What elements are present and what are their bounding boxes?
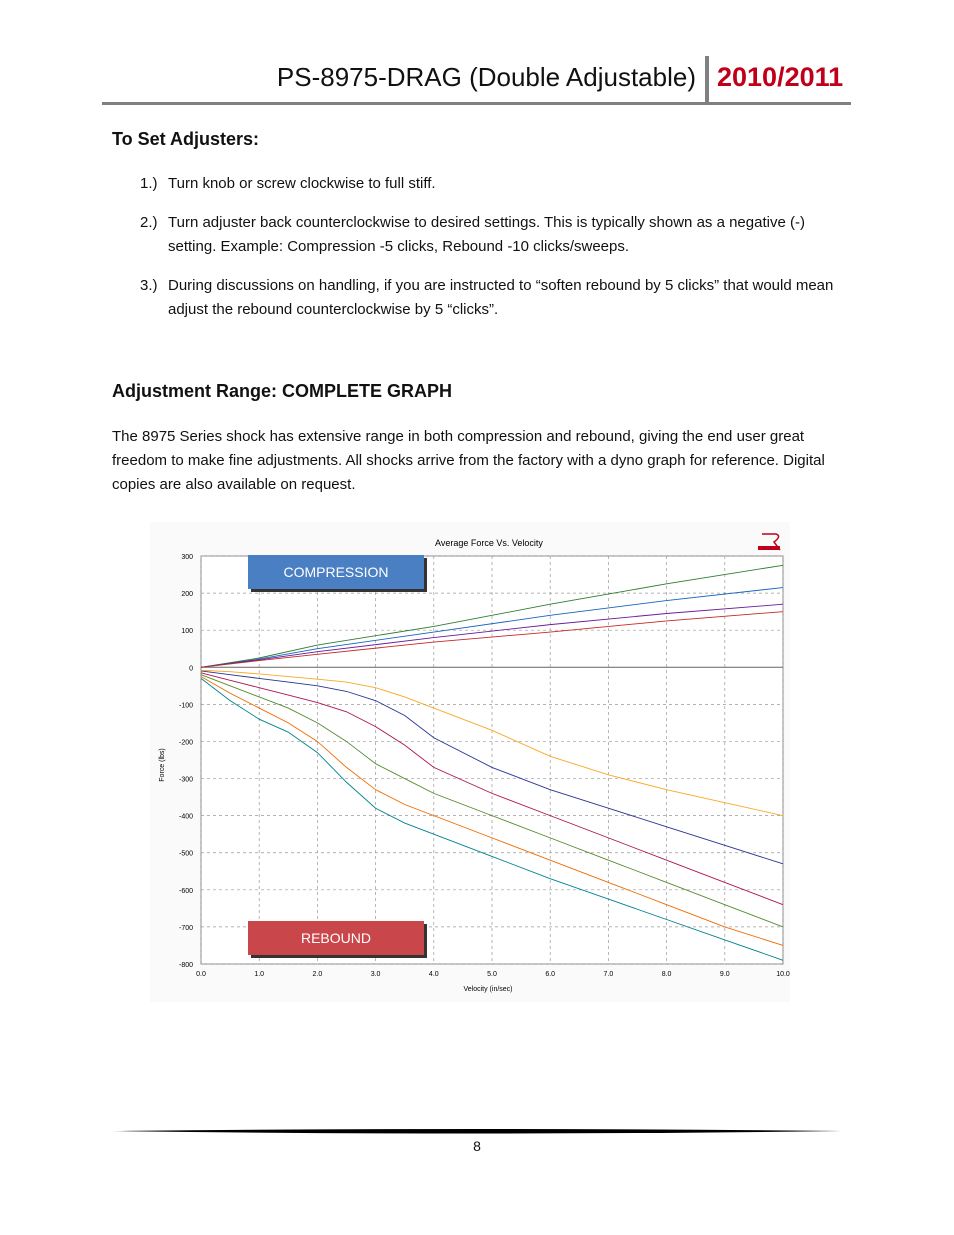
x-tick-label: 4.0	[428, 971, 439, 978]
list-item	[140, 172, 850, 196]
chart-grid	[201, 556, 783, 964]
y-tick-label: 300	[181, 554, 193, 561]
page-number: 8	[473, 1138, 481, 1154]
y-tick-label: -600	[178, 887, 193, 895]
x-axis-label: Velocity (in/sec)	[463, 986, 513, 993]
compression-text: COMPRESSION	[283, 564, 389, 580]
header-divider	[705, 56, 709, 102]
x-tick-label: 7.0	[603, 971, 614, 978]
rebound-text: REBOUND	[300, 930, 372, 946]
y-tick-label: -300	[178, 776, 193, 784]
x-tick-label: 10.0	[776, 971, 790, 978]
step-number: 3.)	[140, 277, 158, 294]
section-heading-range: Adjustment Range: COMPLETE GRAPH	[112, 381, 453, 401]
step-number: 1.)	[140, 175, 158, 192]
x-tick-label: 0.0	[196, 971, 206, 978]
step-text: During discussions on handling, if you are instructed to “soften rebound by 5 clicks” that would mean adjust the rebound counterclockwise by 5 “clicks”.	[168, 277, 834, 318]
step-number: 2.)	[140, 214, 158, 231]
document-year: 2010/2011	[717, 62, 844, 92]
y-tick-label: -500	[178, 850, 193, 858]
document-title: PS-8975-DRAG (Double Adjustable)	[276, 62, 696, 92]
step-text: Turn adjuster back counterclockwise to desired settings. This is typically shown as a negative (-) setting. Example: Compression -5 clicks, Rebound -10 clicks/sweeps.	[168, 214, 805, 255]
y-tick-label: -800	[178, 962, 193, 969]
force-velocity-chart	[150, 522, 790, 1002]
compression-label	[248, 555, 427, 592]
x-tick-label: 3.0	[370, 971, 381, 978]
body-paragraph: The 8975 Series shock has extensive range in both compression and rebound, giving the end user great freedom to make fine adjustments. All shocks arrive from the factory with a dyno graph for reference. Digital copies are also available on request.	[112, 428, 825, 493]
x-tick-label: 6.0	[545, 971, 556, 978]
chart-title: Average Force Vs. Velocity	[435, 538, 543, 548]
x-tick-label: 5.0	[487, 971, 497, 978]
y-tick-label: 100	[181, 628, 193, 636]
y-tick-label: -700	[178, 924, 193, 932]
step-text: Turn knob or screw clockwise to full stiff.	[168, 175, 436, 192]
x-tick-label: 1.0	[254, 971, 265, 978]
y-axis-label: Force (lbs)	[159, 748, 166, 782]
rebound-label	[248, 921, 427, 958]
list-item	[140, 274, 850, 322]
x-tick-label: 8.0	[661, 971, 672, 978]
footer-rule	[112, 1128, 842, 1136]
x-tick-label: 2.0	[312, 971, 323, 978]
section-heading-adjusters: To Set Adjusters:	[112, 129, 260, 149]
page-header	[102, 52, 851, 105]
list-item	[140, 211, 850, 259]
y-tick-label: -100	[178, 702, 193, 710]
y-tick-label: 0	[189, 665, 193, 673]
steps-list	[140, 172, 850, 337]
y-tick-label: 200	[181, 591, 193, 599]
y-tick-label: -200	[178, 739, 193, 747]
x-tick-label: 9.0	[719, 971, 730, 978]
y-tick-label: -400	[178, 813, 193, 821]
